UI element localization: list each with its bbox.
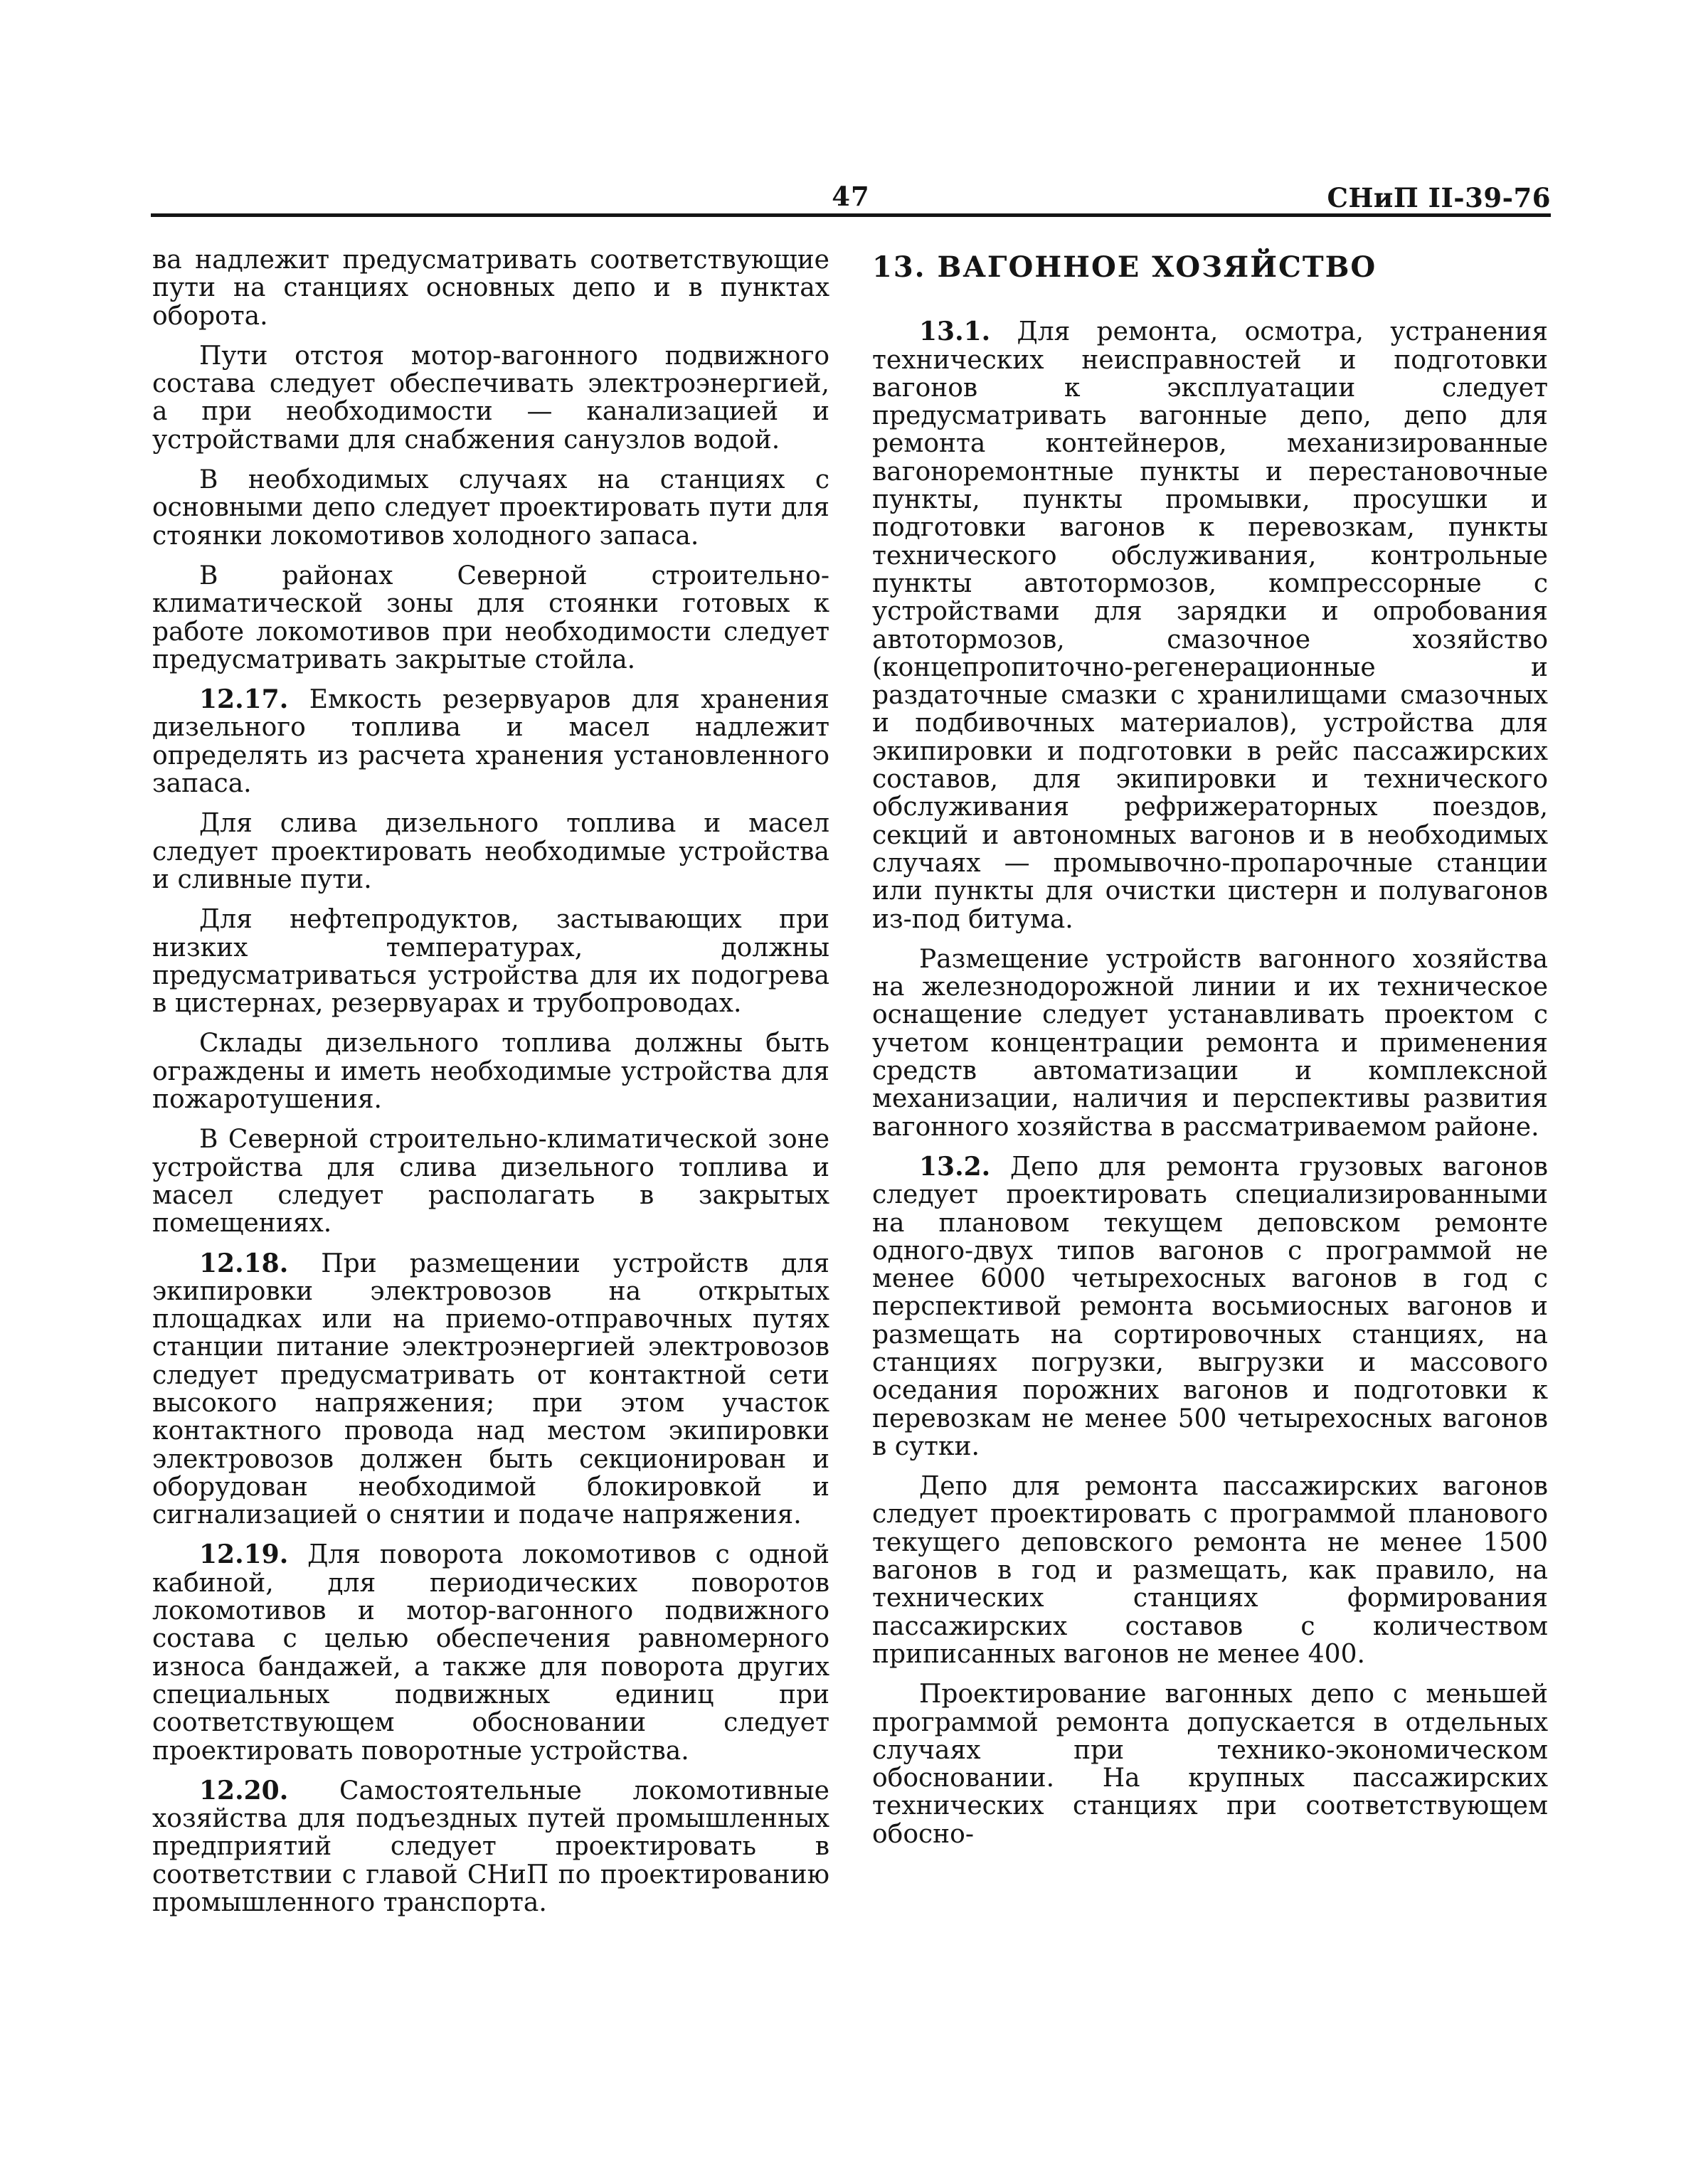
paragraph [152,246,829,330]
paragraph-text: Пути отстоя мотор-вагонного подвижного состава следует обеспечивать электроэнергией, а при необходимости — канализацией и устройствами для снабжения санузлов водой. [152,341,829,455]
clause-number: 13.2. [919,1151,991,1182]
paragraph-text: В Северной строительно-климатической зоне устройства для слива дизельного топлива и масел следует располагать в закрытых помещениях. [152,1125,829,1239]
clause-13-1 [872,318,1548,933]
paragraph-text: Размещение устройств вагонного хозяйства на железнодорожной линии и их техническое оснащение следует устанавливать проектом с учетом концентрации ремонта и применения средств автоматизации и комплексной механизации, наличия и перспективы развития вагонного хозяйства в рассматриваемом районе. [872,944,1548,1142]
clause-number: 12.17. [199,684,289,715]
paragraph-text: Самостоятельные локомотивные хозяйства для подъездных путей промышленных предприятий следует проектировать в соответствии с главой СНиП по проектированию промышленного транспорта. [152,1776,829,1918]
paragraph [152,466,829,550]
paragraph [152,906,829,1017]
paragraph-text: При размещении устройств для экипировки электровозов на открытых площадках или на приемо-отправочных путях станции питание электроэнергией электровозов следует предусматривать от контактной сети высокого напряжения; при этом участок контактного провода над местом экипировки электровозов должен быть секционирован и оборудован необходимой блокировкой и сигнализацией о снятии и подаче напряжения. [152,1249,829,1530]
paragraph [872,1473,1548,1668]
paragraph [152,1029,829,1113]
paragraph-text: Для поворота локомотивов с одной кабиной, для периодических поворотов локомотивов и мотор-вагонного подвижного состава с целью обеспечения равномерного износа бандажей, а также для поворота других специальных подвижных единиц при соответствующем обосновании следует проектировать поворотные устройства. [152,1540,829,1766]
paragraph-text: Склады дизельного топлива должны быть ограждены и иметь необходимые устройства для пожаротушения. [152,1029,829,1115]
paragraph-text: Проектирование вагонных депо с меньшей программой ремонта допускается в отдельных случаях при технико-экономическом обосновании. На крупных пассажирских технических станциях при соответствующем обосно- [872,1680,1548,1849]
clause-number: 12.18. [199,1248,289,1278]
clause-12-19 [152,1541,829,1764]
paragraph-text: ва надлежит предусматривать соответствующие пути на станциях основных депо и в пунктах оборота. [152,245,829,331]
clause-number: 12.19. [199,1539,289,1570]
paragraph-text: В необходимых случаях на станциях с основными депо следует проектировать пути для стоянки локомотивов холодного запаса. [152,465,829,551]
page-header [151,181,1551,216]
paragraph [152,562,829,674]
paragraph [872,1680,1548,1848]
paragraph-text: Для ремонта, осмотра, устранения технических неисправностей и подготовки вагонов к эксплуатации следует предусматривать вагонные депо, депо для ремонта контейнеров, механизированные вагоноремонтные пункты и перестановочные пункты, пункты промывки, просушки и подготовки вагонов к перевозкам, пункты технического обслуживания, контрольные пункты автотормозов, компрессорные с устройствами для зарядки и опробования автотормозов, смазочное хозяйство (концепропиточно-регенерационные и раздаточные смазки с хранилищами смазочных и подбивочных материалов), устройства для экипировки и подготовки в рейс пассажирских составов, для экипировки и технического обслуживания рефрижераторных поездов, секций и автономных вагонов и в необходимых случаях — промывочно-пропарочные станции или пункты для очистки цистерн и полувагонов из-под битума. [872,317,1548,934]
paragraph-text: Для нефтепродуктов, застывающих при низких температурах, должны предусматриваться устройства для их подогрева в цистернах, резервуарах и трубопроводах. [152,905,829,1019]
paragraph [152,1125,829,1237]
paragraph-text: Депо для ремонта пассажирских вагонов следует проектировать с программой планового текущего деповского ремонта не менее 1500 вагонов в год и размещать, как правило, на технических станциях формирования пассажирских составов с количеством приписанных вагонов не менее 400. [872,1472,1548,1669]
clause-number: 12.20. [199,1775,289,1806]
page-number: 47 [832,181,870,212]
clause-number: 13.1. [919,317,991,347]
clause-12-20 [152,1777,829,1917]
clause-12-17 [152,686,829,797]
header-rule [151,213,1551,217]
document-code: СНиП II-39-76 [1327,182,1551,213]
paragraph-text: Депо для ремонта грузовых вагонов следует проектировать специализированными на плановом текущем деповском ремонте одного-двух типов вагонов с программой не менее 6000 четырехосных вагонов в год с перспективой ремонта восьмиосных вагонов и размещать на сортировочных станциях, на станциях погрузки, выгрузки и массового оседания порожних вагонов и подготовки к перевозкам не менее 500 четырехосных вагонов в сутки. [872,1152,1548,1461]
left-column [152,246,829,1929]
paragraph-text: Для слива дизельного топлива и масел следует проектировать необходимые устройства и сливные пути. [152,809,829,894]
paragraph [152,342,829,454]
paragraph [872,945,1548,1141]
clause-12-18 [152,1250,829,1530]
clause-13-2 [872,1153,1548,1461]
paragraph [152,810,829,894]
paragraph-text: В районах Северной строительно-климатической зоны для стоянки готовых к работе локомотивов при необходимости следует предусматривать закрытые стойла. [152,561,829,674]
section-title: 13. ВАГОННОЕ ХОЗЯЙСТВО [872,250,1377,284]
right-column [872,246,1548,1860]
paragraph-text: Емкость резервуаров для хранения дизельного топлива и масел надлежит определять из расчета хранения установленного запаса. [152,685,829,799]
